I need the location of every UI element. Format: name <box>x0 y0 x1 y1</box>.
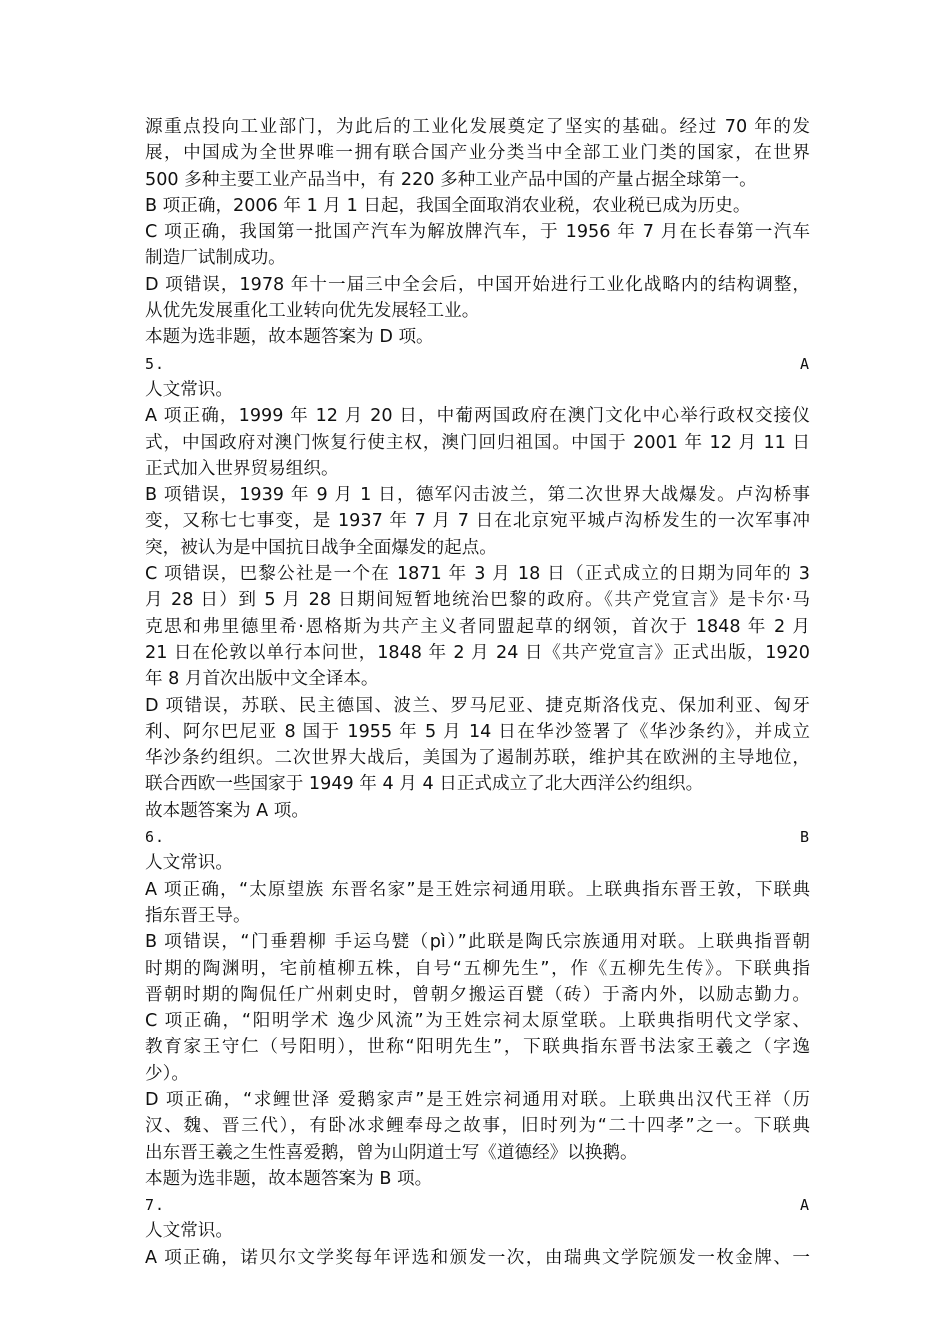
text-line: B 项错误，“门垂碧柳 手运乌甓（pì）”此联是陶氏宗族通用对联。上联典指晋朝 <box>145 932 810 953</box>
text-line: C 项正确，“阳明学术 逸少风流”为王姓宗祠太原堂联。上联典指明代文学家、 <box>145 1011 810 1032</box>
text-line: 年 8 月首次出版中文全译本。 <box>145 669 379 690</box>
text-line: B 项错误，1939 年 9 月 1 日，德军闪击波兰，第二次世界大战爆发。卢沟桥事 <box>145 485 810 506</box>
text-line: 本题为选非题，故本题答案为 D 项。 <box>145 327 434 348</box>
text-line: 式，中国政府对澳门恢复行使主权，澳门回归祖国。中国于 2001 年 12 月 11 日 <box>145 432 810 453</box>
text-line: 从优先发展重化工业转向优先发展轻工业。 <box>145 301 480 322</box>
text-line: 本题为选非题，故本题答案为 B 项。 <box>145 1168 433 1189</box>
text-line: 月 28 日）到 5 月 28 日期间短暂地统治巴黎的政府。《共产党宣言》是卡尔·马 <box>145 590 810 611</box>
text-line: 联合西欧一些国家于 1949 年 4 月 4 日正式成立了北大西洋公约组织。 <box>145 774 704 795</box>
text-line: 制造厂试制成功。 <box>145 248 286 269</box>
text-line: 少）。 <box>145 1063 189 1084</box>
text-line: 突，被认为是中国抗日战争全面爆发的起点。 <box>145 537 497 558</box>
text-line: 变，又称七七事变，是 1937 年 7 月 7 日在北京宛平城卢沟桥发生的一次军事冲 <box>145 511 810 532</box>
text-line: 展，中国成为全世界唯一拥有联合国产业分类当中全部工业门类的国家，在世界 <box>145 143 810 164</box>
text-line: A 项正确，“太原望族 东晋名家”是王姓宗祠通用联。上联典指东晋王敦，下联典 <box>145 879 810 900</box>
question-number: 6. B <box>145 828 810 847</box>
text-line: 人文常识。 <box>145 853 233 874</box>
text-line: 华沙条约组织。二次世界大战后，美国为了遏制苏联，维护其在欧洲的主导地位， <box>145 748 810 769</box>
text-line: 教育家王守仁（号阳明），世称“阳明先生”，下联典指东晋书法家王羲之（字逸 <box>145 1037 810 1058</box>
text-line: 指东晋王导。 <box>145 905 251 926</box>
text-line: 利、阿尔巴尼亚 8 国于 1955 年 5 月 14 日在华沙签署了《华沙条约》，并成立 <box>145 721 810 742</box>
text-line: 克思和弗里德里希·恩格斯为共产主义者同盟起草的纲领，首次于 1848 年 2 月 <box>145 616 810 637</box>
text-line: 500 多种主要工业产品当中，有 220 多种工业产品中国的产量占据全球第一。 <box>145 169 757 190</box>
text-line: A 项正确，1999 年 12 月 20 日，中葡两国政府在澳门文化中心举行政权交接仪 <box>145 406 810 427</box>
text-line: D 项正确，“求鲤世泽 爱鹅家声”是王姓宗祠通用对联。上联典出汉代王祥（历 <box>145 1089 810 1110</box>
text-line: 源重点投向工业部门，为此后的工业化发展奠定了坚实的基础。经过 70 年的发 <box>145 117 810 137</box>
text-line: D 项错误，苏联、民主德国、波兰、罗马尼亚、捷克斯洛伐克、保加利亚、匈牙 <box>145 695 810 716</box>
document-body <box>145 114 810 1271</box>
text-line: A 项正确，诺贝尔文学奖每年评选和颁发一次，由瑞典文学院颁发一枚金牌、一 <box>145 1247 810 1268</box>
text-line: 时期的陶渊明，宅前植柳五株，自号“五柳先生”，作《五柳先生传》。下联典指 <box>145 958 810 979</box>
text-line: C 项错误，巴黎公社是一个在 1871 年 3 月 18 日（正式成立的日期为同年的 3 <box>145 564 810 585</box>
text-line: 人文常识。 <box>145 379 233 400</box>
text-line: 汉、魏、晋三代），有卧冰求鲤奉母之故事，旧时列为“二十四孝”之一。下联典 <box>145 1116 810 1137</box>
text-line: 人文常识。 <box>145 1221 233 1242</box>
text-line: B 项正确，2006 年 1 月 1 日起，我国全面取消农业税，农业税已成为历史。 <box>145 195 751 216</box>
text-line: 21 日在伦敦以单行本问世，1848 年 2 月 24 日《共产党宣言》正式出版，1920 <box>145 642 810 663</box>
text-line: 出东晋王羲之生性喜爱鹅，曾为山阴道士写《道德经》以换鹅。 <box>145 1142 638 1163</box>
question-number: 5. A <box>145 354 810 373</box>
text-line: D 项错误，1978 年十一届三中全会后，中国开始进行工业化战略内的结构调整， <box>145 274 810 295</box>
text-line: 故本题答案为 A 项。 <box>145 800 309 821</box>
text-line: 正式加入世界贸易组织。 <box>145 458 339 479</box>
text-line: C 项正确，我国第一批国产汽车为解放牌汽车，于 1956 年 7 月在长春第一汽车 <box>145 222 810 243</box>
text-line: 晋朝时期的陶侃任广州刺史时，曾朝夕搬运百甓（砖）于斋内外，以励志勤力。 <box>145 984 810 1005</box>
question-number: 7. A <box>145 1196 810 1215</box>
